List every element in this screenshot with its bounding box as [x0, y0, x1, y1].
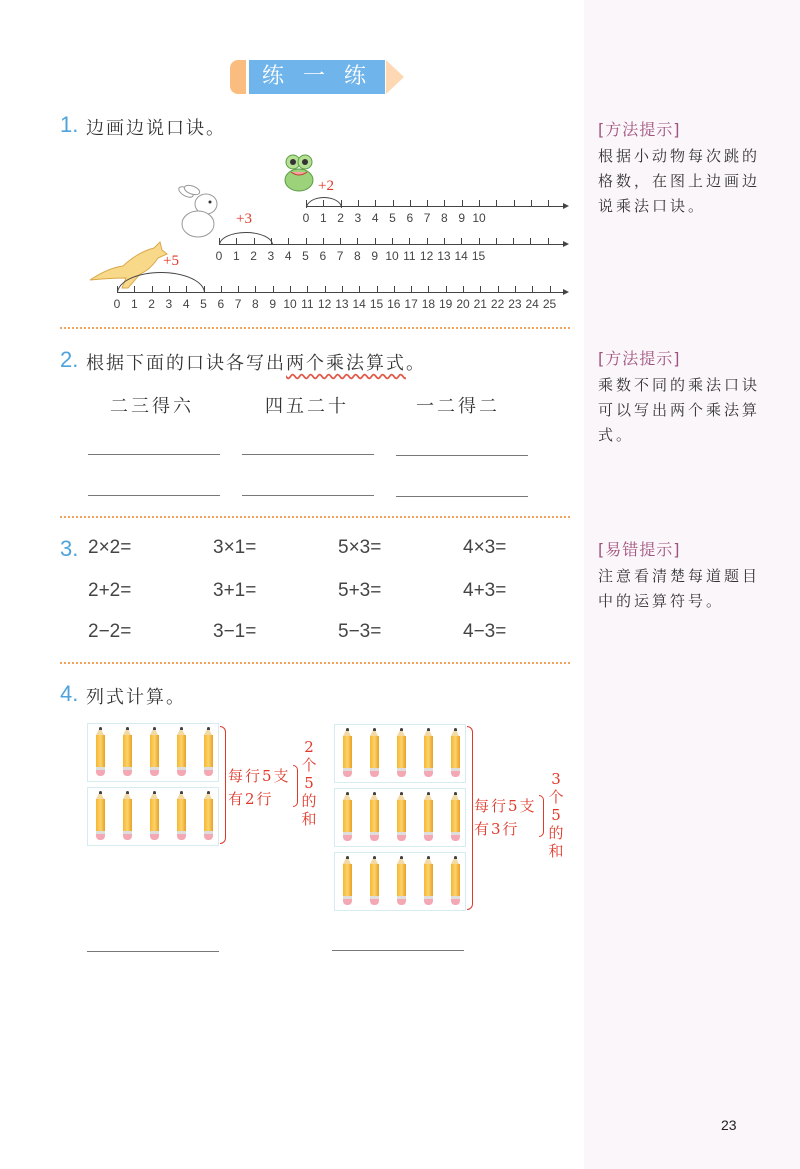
tick-mark — [358, 200, 359, 206]
tick-mark — [479, 200, 480, 206]
tick-label: 6 — [319, 249, 327, 263]
frog-icon — [277, 150, 321, 198]
calc-item: 3−1= — [213, 621, 257, 642]
pencil-icon — [96, 727, 105, 777]
answer-line[interactable] — [396, 496, 528, 497]
calc-item: 4−3= — [463, 621, 507, 642]
tick-label: 1 — [319, 211, 327, 225]
pencil-icon — [451, 856, 460, 906]
pencil-icon — [343, 856, 352, 906]
tick-mark — [461, 238, 462, 244]
tick-mark — [498, 286, 499, 292]
tick-mark — [306, 238, 307, 244]
question-text-plain: 根据下面的口诀各写出 — [86, 353, 286, 374]
tick-label: 2 — [148, 297, 155, 311]
tick-label: 20 — [456, 297, 470, 311]
tick-mark — [444, 238, 445, 244]
saying-3: 一二得二 — [416, 396, 500, 417]
tick-mark — [462, 200, 463, 206]
tick-label: 6 — [217, 297, 225, 311]
question-text-end: 。 — [406, 353, 426, 374]
tip-body: 根据小动物每次跳的格数，在图上边画边说乘法口诀。 — [598, 147, 761, 215]
question-text: 列式计算。 — [86, 687, 186, 708]
tick-mark — [306, 200, 307, 206]
tick-mark — [394, 286, 395, 292]
question-text: 边画边说口诀。 — [86, 118, 226, 139]
tick-mark — [204, 286, 205, 292]
tick-mark — [375, 200, 376, 206]
pencil-cap-shape — [230, 60, 246, 94]
tick-label: 15 — [369, 297, 384, 311]
tick-label: 10 — [472, 211, 486, 225]
tick-label: 13 — [437, 249, 451, 263]
tick-mark — [496, 200, 497, 206]
tick-mark — [480, 286, 481, 292]
pencil-icon — [424, 728, 433, 778]
tick-mark — [307, 286, 308, 292]
tick-label: 12 — [419, 249, 434, 263]
tick-label: 18 — [421, 297, 436, 311]
rabbit-icon — [176, 182, 222, 242]
tick-mark — [530, 238, 531, 244]
tick-mark — [342, 286, 343, 292]
tick-label: 7 — [423, 211, 431, 225]
tick-mark — [463, 286, 464, 292]
tick-label: 10 — [385, 249, 399, 263]
pencil-icon — [397, 728, 406, 778]
pencil-icon — [424, 856, 433, 906]
jump-label: +5 — [163, 253, 179, 269]
tick-label: 8 — [441, 211, 448, 225]
tick-mark — [221, 286, 222, 292]
tick-mark — [186, 286, 187, 292]
sum-label: 3 个 5 的 和 — [548, 770, 564, 860]
tick-mark — [134, 286, 135, 292]
question-number: 4. — [60, 681, 79, 706]
pencil-icon — [204, 727, 213, 777]
tick-label: 5 — [302, 249, 309, 263]
tick-mark — [550, 286, 551, 292]
pencil-icon — [370, 792, 379, 842]
tick-label: 0 — [113, 297, 121, 311]
tick-mark — [409, 238, 410, 244]
tick-label: 15 — [471, 249, 486, 263]
banner-title: 练 一 练 — [249, 60, 385, 94]
tick-mark — [323, 200, 324, 206]
tick-mark — [255, 286, 256, 292]
tick-label: 6 — [406, 211, 414, 225]
sum-label: 2 个 5 的 和 — [301, 738, 317, 828]
tick-label: 11 — [403, 249, 416, 263]
tick-mark — [531, 200, 532, 206]
tick-mark — [392, 238, 393, 244]
tick-label: 3 — [165, 297, 173, 311]
calc-item: 3+1= — [213, 580, 257, 601]
saying-1: 二三得六 — [110, 396, 194, 417]
question-text — [86, 349, 426, 375]
tick-label: 8 — [252, 297, 259, 311]
tick-mark — [325, 286, 326, 292]
pencil-icon — [96, 791, 105, 841]
tick-label: 5 — [389, 211, 396, 225]
calc-item: 4×3= — [463, 537, 507, 558]
tick-label: 4 — [182, 297, 190, 311]
brace — [539, 795, 544, 837]
tick-mark — [515, 286, 516, 292]
tick-mark — [410, 200, 411, 206]
tick-label: 25 — [542, 297, 557, 311]
tip-body: 乘数不同的乘法口诀可以写出两个乘法算式。 — [598, 376, 761, 444]
tick-label: 3 — [354, 211, 362, 225]
tick-mark — [393, 200, 394, 206]
tick-label: 24 — [525, 297, 539, 311]
tick-label: 7 — [336, 249, 344, 263]
tick-mark — [273, 286, 274, 292]
tick-mark — [377, 286, 378, 292]
tick-label: 22 — [490, 297, 505, 311]
saying-2: 四五二十 — [265, 396, 349, 417]
tick-label: 9 — [371, 249, 379, 263]
tick-label: 8 — [354, 249, 361, 263]
tick-mark — [359, 286, 360, 292]
group-label-line2: 有2行 — [228, 790, 274, 808]
group-label-line1: 每行5支 — [474, 797, 537, 815]
tick-mark — [513, 238, 514, 244]
pencil-icon — [177, 791, 186, 841]
tick-mark — [428, 286, 429, 292]
calc-item: 3×1= — [213, 537, 257, 558]
tick-label: 16 — [387, 297, 401, 311]
pencil-icon — [451, 728, 460, 778]
tick-label: 19 — [439, 297, 453, 311]
tip-method-1 — [598, 117, 768, 219]
group-label-line2: 有3行 — [474, 820, 520, 838]
calc-item: 5×3= — [338, 537, 382, 558]
tick-label: 0 — [302, 211, 310, 225]
tick-mark — [117, 286, 118, 292]
tick-mark — [427, 238, 428, 244]
tick-label: 7 — [234, 297, 242, 311]
tip-method-2 — [598, 346, 768, 448]
tick-label: 1 — [232, 249, 240, 263]
tick-label: 2 — [250, 249, 257, 263]
tick-label: 23 — [508, 297, 522, 311]
tick-label: 1 — [130, 297, 138, 311]
tick-mark — [446, 286, 447, 292]
tick-mark — [288, 238, 289, 244]
tick-mark — [532, 286, 533, 292]
pencil-icon — [397, 792, 406, 842]
answer-line[interactable] — [242, 495, 374, 496]
pencil-icon — [451, 792, 460, 842]
tick-mark — [236, 238, 237, 244]
tick-mark — [444, 200, 445, 206]
tick-mark — [254, 238, 255, 244]
tick-mark — [411, 286, 412, 292]
pencil-icon — [123, 791, 132, 841]
answer-line[interactable] — [88, 454, 220, 455]
calc-item: 2×2= — [88, 537, 132, 558]
question-number: 2. — [60, 347, 79, 372]
question-number: 1. — [60, 112, 79, 137]
pencil-icon — [370, 856, 379, 906]
tick-label: 11 — [301, 297, 314, 311]
calc-item: 5−3= — [338, 621, 382, 642]
tick-label: 9 — [458, 211, 466, 225]
calc-item: 2−2= — [88, 621, 132, 642]
tick-label: 3 — [267, 249, 275, 263]
pencil-icon — [150, 727, 159, 777]
section-divider — [60, 327, 570, 329]
tip-error — [598, 537, 768, 614]
pencil-tip-shape — [386, 60, 404, 94]
group-label-line1: 每行5支 — [228, 767, 291, 785]
tick-label: 4 — [371, 211, 379, 225]
tip-title: [方法提示] — [598, 120, 681, 139]
pencil-icon — [397, 856, 406, 906]
pencil-icon — [370, 728, 379, 778]
tick-mark — [548, 238, 549, 244]
tick-label: 17 — [404, 297, 418, 311]
brace — [467, 726, 473, 910]
pencil-icon — [343, 728, 352, 778]
tick-mark — [375, 238, 376, 244]
tick-mark — [238, 286, 239, 292]
tick-mark — [169, 286, 170, 292]
tick-mark — [219, 238, 220, 244]
calc-item: 2+2= — [88, 580, 132, 601]
section-divider — [60, 662, 570, 664]
tick-label: 0 — [215, 249, 223, 263]
tip-title: [方法提示] — [598, 349, 681, 368]
tick-mark — [323, 238, 324, 244]
answer-line[interactable] — [396, 455, 528, 456]
tick-label: 2 — [337, 211, 344, 225]
pencil-icon — [177, 727, 186, 777]
tick-mark — [496, 238, 497, 244]
question-number: 3. — [60, 536, 79, 561]
tick-mark — [152, 286, 153, 292]
answer-line[interactable] — [332, 950, 464, 951]
tick-mark — [548, 200, 549, 206]
tick-label: 9 — [269, 297, 277, 311]
tip-body: 注意看清楚每道题目中的运算符号。 — [598, 567, 761, 610]
tick-mark — [514, 200, 515, 206]
pencil-icon — [343, 792, 352, 842]
tick-label: 21 — [473, 297, 487, 311]
calc-item: 5+3= — [338, 580, 382, 601]
tick-label: 10 — [283, 297, 297, 311]
tick-label: 14 — [454, 249, 468, 263]
pencil-icon — [150, 791, 159, 841]
tick-mark — [479, 238, 480, 244]
jump-label: +2 — [318, 178, 334, 194]
tick-mark — [341, 200, 342, 206]
answer-line[interactable] — [88, 495, 220, 496]
tick-label: 5 — [200, 297, 207, 311]
tick-label: 13 — [335, 297, 349, 311]
tick-mark — [357, 238, 358, 244]
tick-mark — [427, 200, 428, 206]
brace — [293, 765, 298, 807]
answer-line[interactable] — [87, 951, 219, 952]
tick-label: 4 — [284, 249, 292, 263]
pencil-icon — [123, 727, 132, 777]
brace — [220, 726, 226, 844]
tick-label: 14 — [352, 297, 366, 311]
jump-label: +3 — [236, 211, 252, 227]
answer-line[interactable] — [242, 454, 374, 455]
tick-mark — [271, 238, 272, 244]
tick-mark — [290, 286, 291, 292]
tick-mark — [340, 238, 341, 244]
tick-label: 12 — [317, 297, 332, 311]
pencil-icon — [204, 791, 213, 841]
pencil-icon — [424, 792, 433, 842]
tip-title: [易错提示] — [598, 540, 681, 559]
question-text-emphasis: 两个乘法算式 — [286, 353, 406, 374]
section-divider — [60, 516, 570, 518]
calc-item: 4+3= — [463, 580, 507, 601]
page-number: 23 — [721, 1117, 737, 1133]
